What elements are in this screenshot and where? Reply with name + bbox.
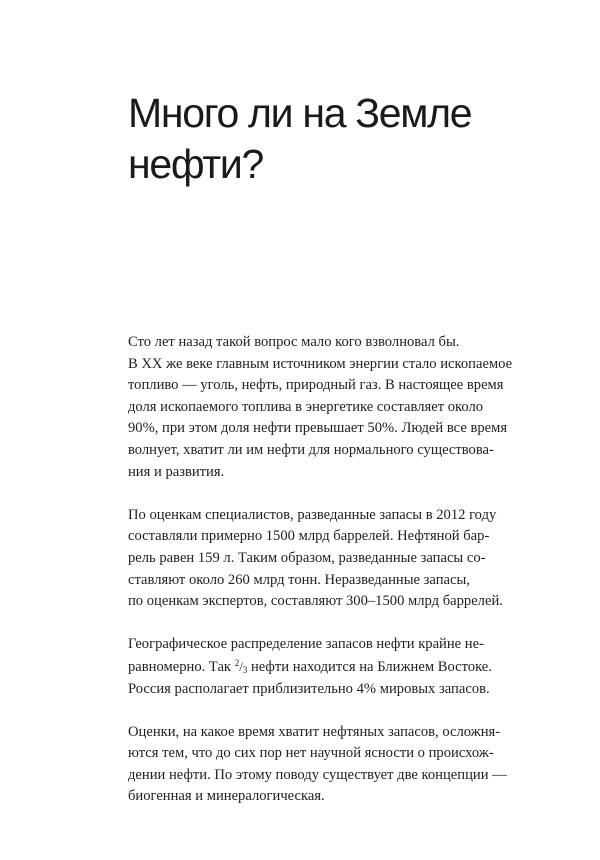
- text-line: Географическое распределение запасов нефти крайне не-: [128, 636, 484, 653]
- text-line: волнует, хватит ли им нефти для нормального существова-: [128, 441, 494, 458]
- fraction-numerator: 2: [234, 657, 240, 668]
- fraction-two-thirds: [235, 659, 248, 675]
- text-line: ются тем, что до сих пор нет научной ясности о происхож-: [128, 745, 494, 762]
- paragraph-history: [128, 332, 548, 483]
- text-line: составляли примерно 1500 млрд баррелей. Нефтяной бар-: [128, 528, 490, 545]
- text-line: 90%, при этом доля нефти превышает 50%. Людей все время: [128, 420, 508, 437]
- text-line: по оценкам экспертов, составляют 300–1500 млрд баррелей.: [128, 593, 503, 610]
- text-line: По оценкам специалистов, разведанные запасы в 2012 году: [128, 506, 497, 523]
- paragraph-geography: [128, 634, 548, 700]
- text-line: [128, 656, 548, 679]
- body-text: [128, 332, 548, 830]
- text-segment: нефти находится на Ближнем Востоке.: [247, 658, 492, 675]
- page-title: [128, 88, 568, 190]
- text-line: биогенная и минералогическая.: [128, 788, 325, 805]
- text-line: Оценки, на какое время хватит нефтяных запасов, осложня-: [128, 723, 501, 740]
- title-line: Много ли на Земле: [128, 90, 472, 136]
- text-line: дении нефти. По этому поводу существует две концепции —: [128, 766, 507, 783]
- text-line: ния и развития.: [128, 463, 225, 480]
- text-line: рель равен 159 л. Таким образом, разведанные запасы со-: [128, 549, 486, 566]
- fraction-denominator: 3: [242, 664, 248, 675]
- paragraph-reserves: [128, 505, 548, 613]
- text-line: доля ископаемого топлива в энергетике составляет около: [128, 398, 484, 415]
- text-segment: равномерно. Так: [128, 658, 235, 675]
- text-line: Россия располагает приблизительно 4% мировых запасов.: [128, 680, 490, 697]
- title-line: нефти?: [128, 141, 263, 187]
- text-line: ставляют около 260 млрд тонн. Неразведанные запасы,: [128, 571, 470, 588]
- fraction-slash: /: [239, 658, 243, 674]
- paragraph-origin: [128, 722, 548, 808]
- text-line: Сто лет назад такой вопрос мало кого взволновал бы.: [128, 334, 460, 350]
- text-line: топливо — уголь, нефть, природный газ. В настоящее время: [128, 377, 504, 394]
- text-line: В XX же веке главным источником энергии стало ископаемое: [128, 355, 513, 372]
